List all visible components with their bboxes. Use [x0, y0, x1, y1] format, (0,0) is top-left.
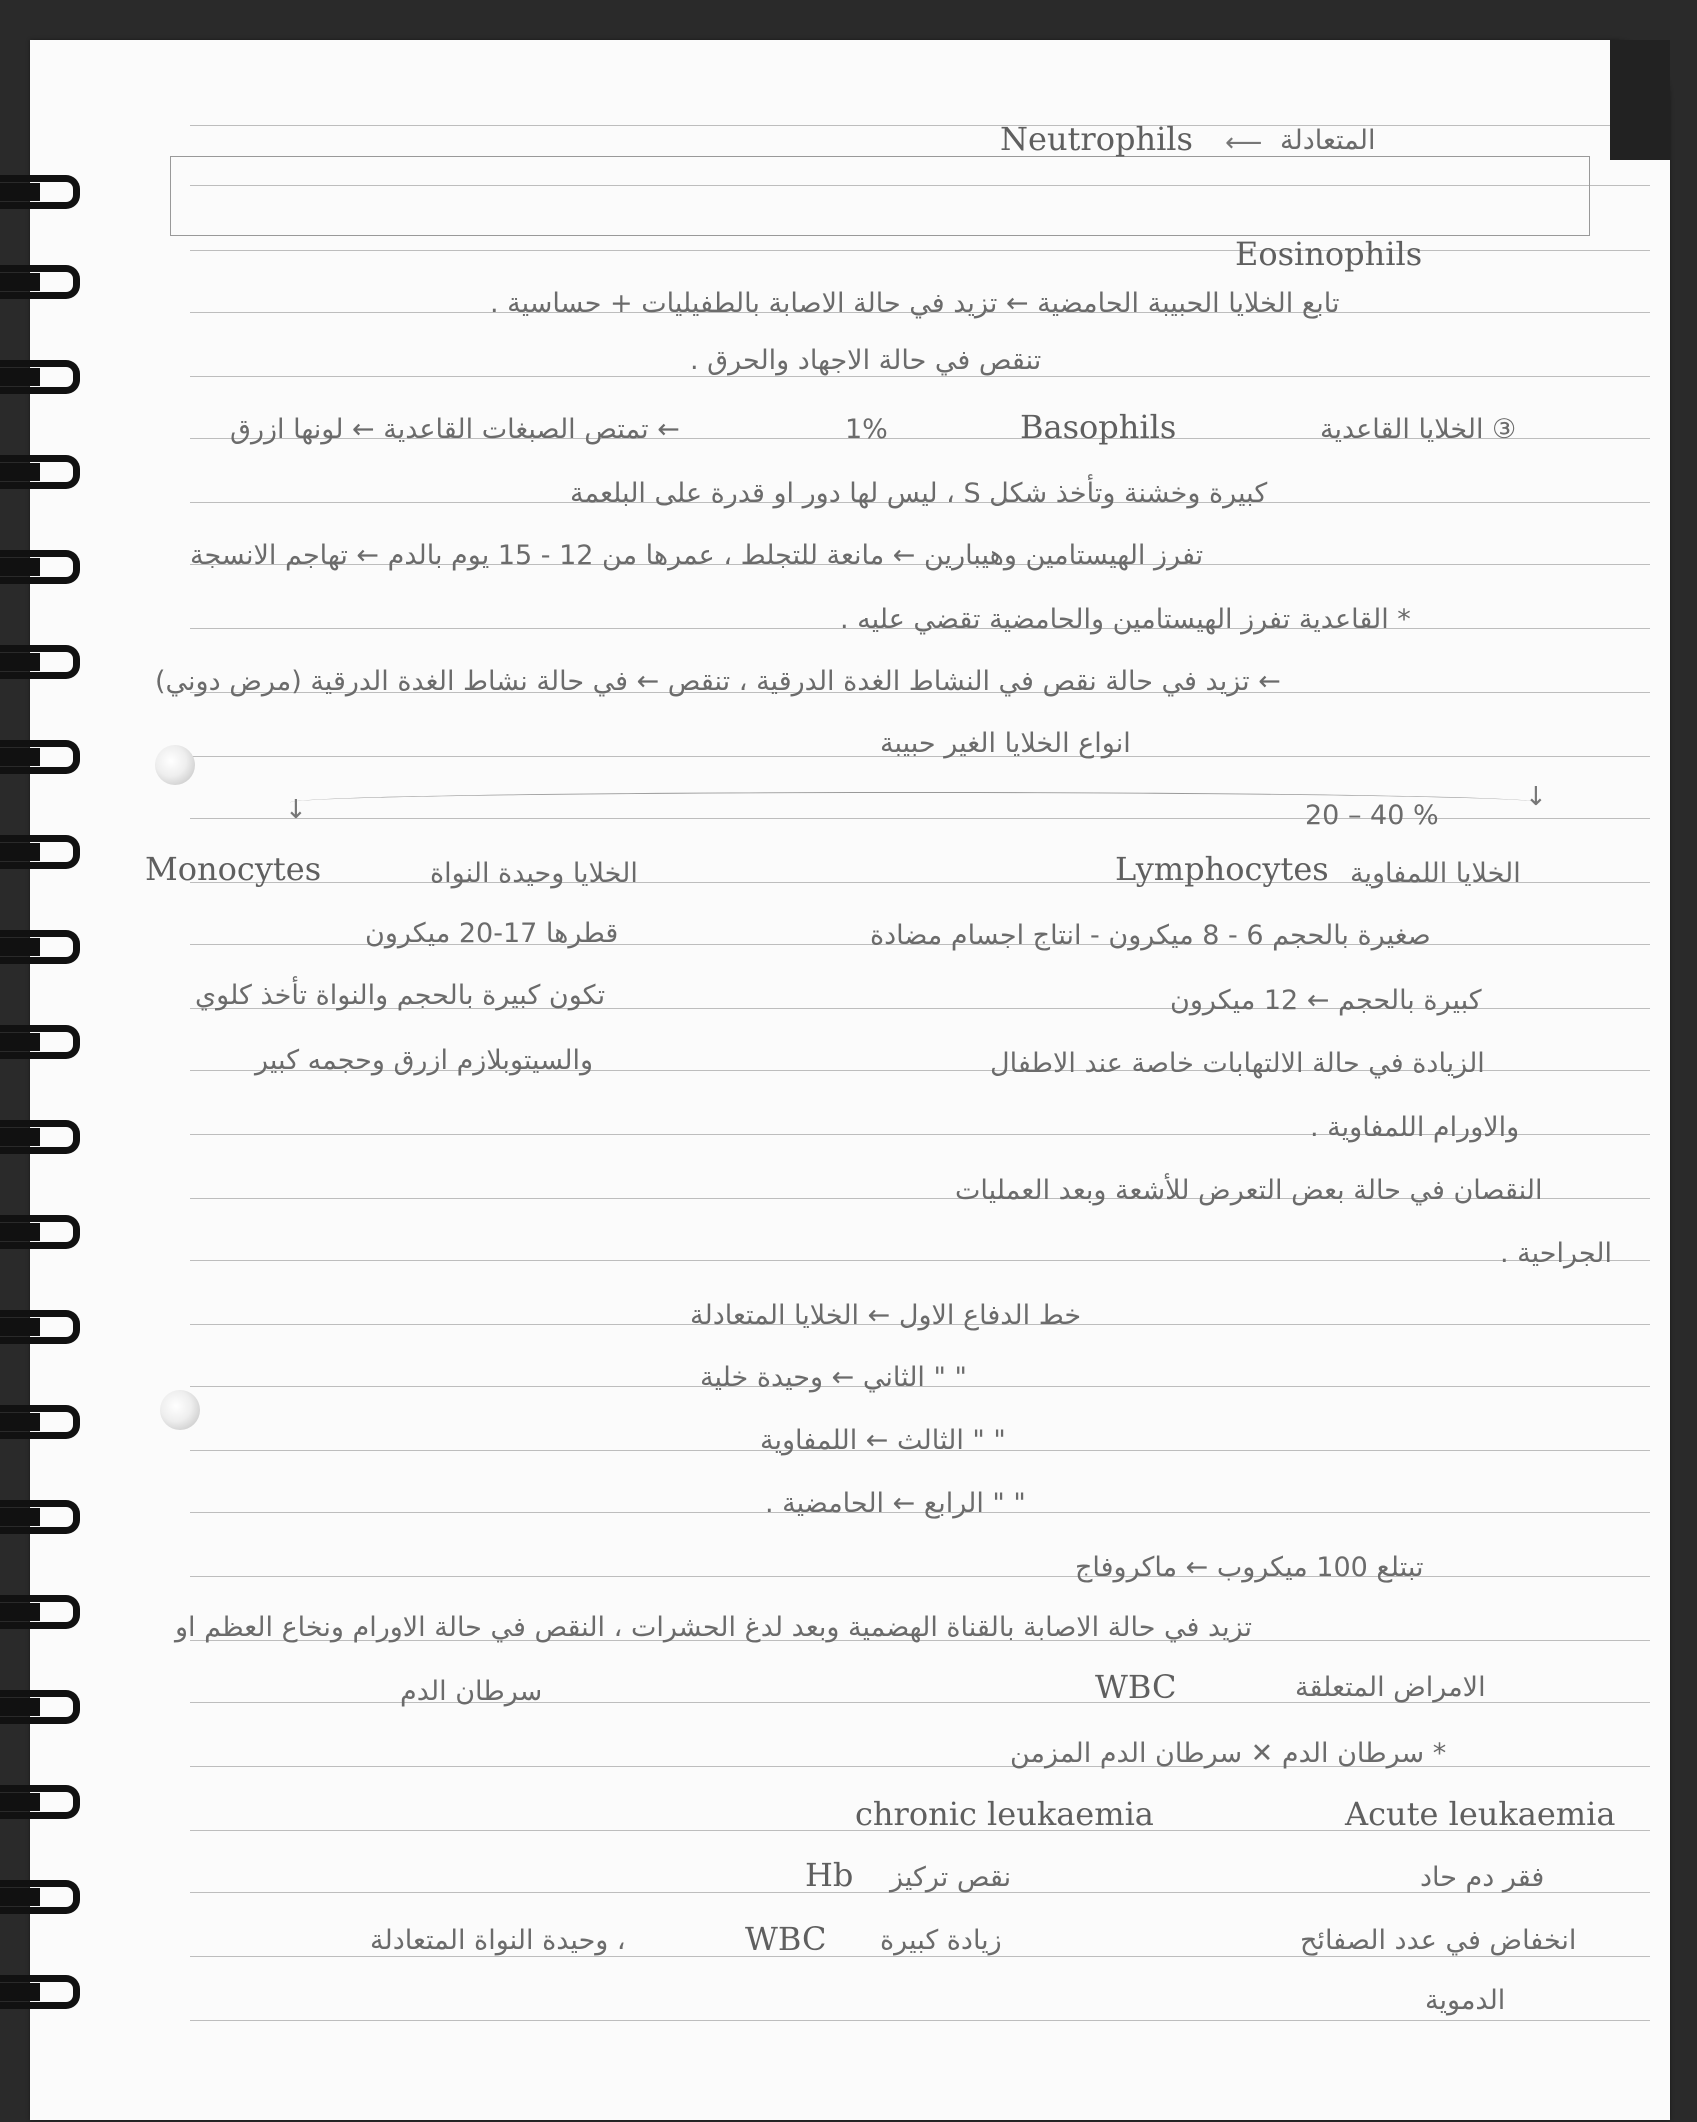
eosinophils-label: Eosinophils [1235, 235, 1423, 273]
lymph-line-2: كبيرة بالحجم ← 12 ميكرون [1170, 985, 1482, 1016]
lymph-line-3: الزيادة في حالة الالتهابات خاصة عند الاطفال [990, 1048, 1485, 1079]
defense-line-3: " " الثالث ← اللمفاوية [760, 1425, 1006, 1456]
lymph-line-5: النقصان في حالة بعض التعرض للأشعة وبعد العمليات [955, 1175, 1543, 1206]
neutrophils-label: Neutrophils [1000, 120, 1193, 158]
eos-line-1: تابع الخلايا الحبيبة الحامضية ← تزيد في حالة الاصابة بالطفيليات + حساسية . [490, 288, 1340, 319]
chronic-line-2-tail: ، وحيدة النواة المتعادلة [370, 1925, 626, 1956]
mono-line-4: تبتلع 100 ميكروب ← ماكروفاج [1075, 1552, 1424, 1583]
basophils-label: Basophils [1020, 408, 1177, 446]
baso-line-4: * القاعدية تفرز الهيستامين والحامضية تقضي عليه . [840, 604, 1411, 635]
mono-line-6-ar: الامراض المتعلقة [1295, 1672, 1486, 1703]
leukaemia-heading: * سرطان الدم ✕ سرطان الدم المزمن [1010, 1738, 1447, 1769]
lymph-line-4: والاورام اللمفاوية . [1310, 1112, 1520, 1143]
baso-percent: 1% [845, 414, 888, 445]
monocytes-label: Monocytes [145, 850, 322, 888]
defense-line-4: " " الرابع ← الحامضية . [765, 1488, 1026, 1519]
punch-hole-2 [160, 1390, 200, 1430]
baso-line-3: تفرز الهيستامين وهيبارين ← مانعة للتجلط ، عمرها من 12 - 15 يوم بالدم ← تهاجم الانسجة [190, 540, 1204, 571]
eos-line-2: تنقص في حالة الاجهاد والحرق . [690, 345, 1042, 376]
baso-heading: ③ الخلايا القاعدية [1320, 414, 1517, 445]
arrow-icon: ⟵ [1225, 128, 1263, 158]
defense-line-2: " " الثاني ← وحيدة خلية [700, 1362, 967, 1393]
mono-heading-ar: الخلايا وحيدة النواة [430, 858, 638, 889]
defense-line-1: خط الدفاع الاول ← الخلايا المتعادلة [690, 1300, 1082, 1331]
mono-line-6-en: WBC [1095, 1668, 1177, 1706]
down-arrow-icon-left: ↓ [285, 795, 307, 825]
lymph-line-1: صغيرة بالحجم 6 - 8 ميكرون - انتاج اجسام مضادة [870, 920, 1431, 951]
baso-line-5: ← تزيد في حالة نقص في النشاط الغدة الدرقية ، تنقص ← في حالة نشاط الغدة الدرقية (مرض دوني) [155, 666, 1281, 697]
lymphocytes-label: Lymphocytes [1115, 850, 1329, 888]
baso-line-2: كبيرة وخشنة وتأخذ شكل S ، ليس لها دور او قدرة على البلعمة [570, 478, 1268, 509]
header-box [170, 156, 1590, 236]
acute-leukaemia-label: Acute leukaemia [1345, 1795, 1616, 1833]
acute-line-2: انخفاض في عدد الصفائح [1300, 1925, 1577, 1956]
agranulocyte-title: انواع الخلايا الغير حبيبة [880, 728, 1131, 759]
mono-line-5: تزيد في حالة الاصابة بالقناة الهضمية وبعد لدغ الحشرات ، النقص في حالة الاورام ونخاع العظم او [175, 1612, 1253, 1643]
punch-hole-1 [155, 745, 195, 785]
agranulocyte-percent: 20 – 40 % [1305, 800, 1439, 831]
acute-line-3: الدموية [1425, 1985, 1506, 2016]
chronic-line-1-ar: نقص تركيز [890, 1862, 1012, 1893]
chronic-leukaemia-label: chronic leukaemia [855, 1795, 1154, 1833]
mono-line-1: قطرها 17-20 ميكرون [365, 918, 619, 949]
down-arrow-icon-right: ↓ [1525, 782, 1547, 812]
lymph-line-6: الجراحية . [1500, 1238, 1613, 1269]
baso-desc: ← تمتص الصبغات القاعدية ← لونها ازرق [230, 414, 680, 445]
page-corner-shadow [1610, 40, 1670, 160]
mono-line-7: سرطان الدم [400, 1676, 543, 1707]
chronic-line-2-en: WBC [745, 1920, 827, 1958]
neutrophils-ar: المتعادلة [1280, 125, 1376, 156]
acute-line-1: فقر دم حاد [1420, 1862, 1545, 1893]
mono-line-2: تكون كبيرة بالحجم والنواة تأخذ كلوي [195, 980, 606, 1011]
lymph-heading-ar: الخلايا اللمفاوية [1350, 858, 1521, 889]
mono-line-3: والسيتوبلازم ازرق وحجمه كبير [255, 1045, 594, 1076]
chronic-line-1-en: Hb [805, 1856, 854, 1894]
chronic-line-2-ar: زيادة كبيرة [880, 1925, 1002, 1956]
